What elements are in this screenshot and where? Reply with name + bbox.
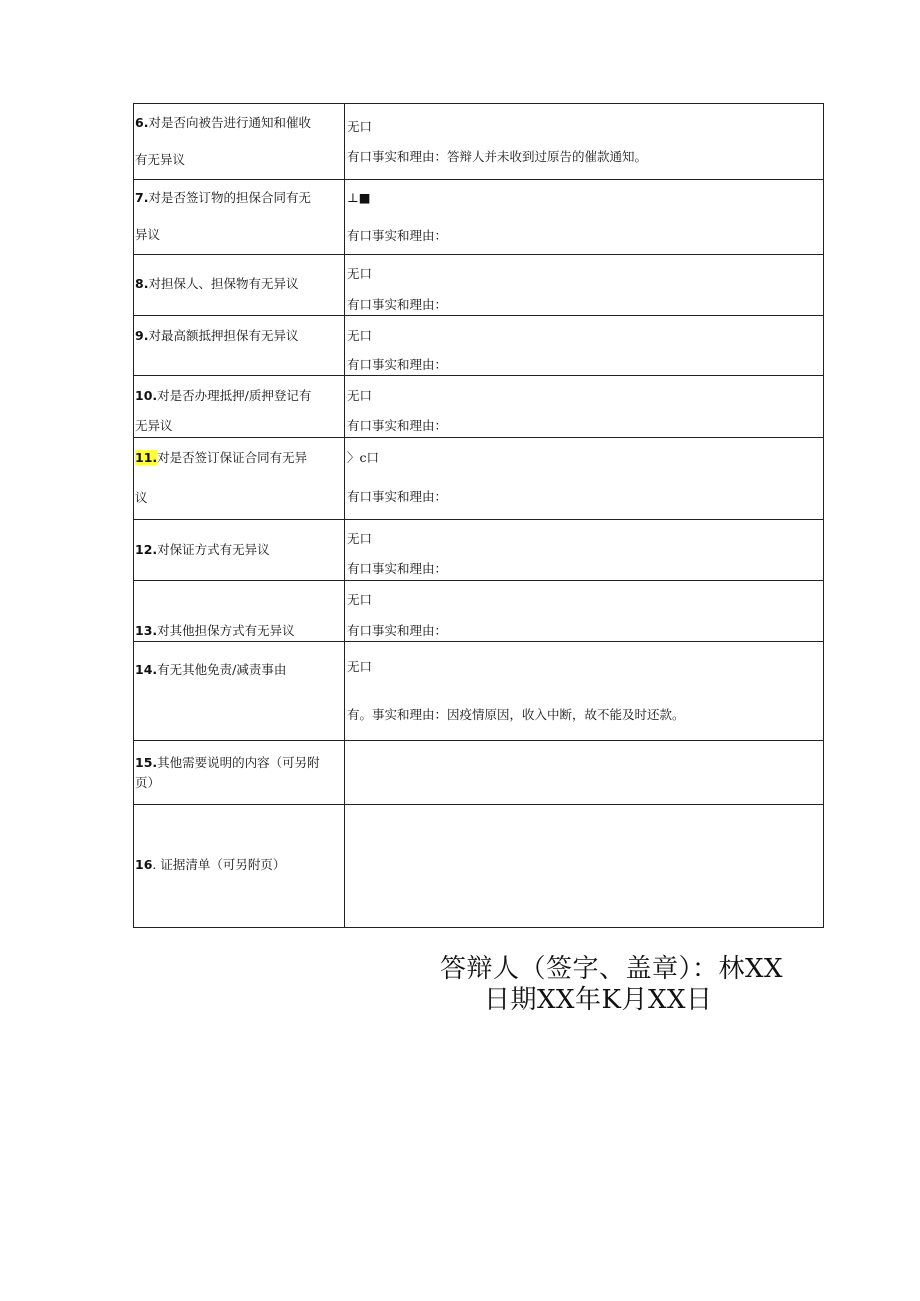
table-row: [134, 520, 824, 581]
table-row: [134, 316, 824, 376]
option-reason: 有口事实和理由：: [347, 228, 448, 243]
date-line: 日期XX年K月XX日: [484, 985, 713, 1015]
option-none: 无口: [347, 659, 373, 674]
table-row: [134, 255, 824, 316]
item-number: 12.: [135, 542, 158, 557]
table-row: [134, 581, 824, 642]
question-text: 异议: [135, 227, 161, 242]
option-reason: 有口事实和理由：: [347, 418, 448, 433]
question-text: 对是否向被告进行通知和催收: [148, 115, 311, 130]
table-row: [134, 642, 824, 741]
option-reason: 有口事实和理由：: [347, 357, 448, 372]
question-text: 无异议: [135, 418, 173, 433]
signature-line: 答辩人（签字、盖章）：林XX: [440, 954, 784, 984]
item-number: 8.: [135, 276, 149, 291]
question-text: 对保证方式有无异议: [157, 542, 270, 557]
defense-form-table: [133, 103, 824, 928]
item-number: 6.: [135, 115, 149, 130]
question-text: 议: [135, 490, 148, 505]
item-number: 9.: [135, 328, 149, 343]
question-text: 对是否签订物的担保合同有无: [148, 190, 311, 205]
item-number: 10.: [135, 388, 158, 403]
option-reason: 有口事实和理由：: [347, 297, 448, 312]
table-row: [134, 180, 824, 255]
option-none: 无口: [347, 266, 373, 281]
question-text: 有无异议: [135, 152, 186, 167]
question-text: 页）: [135, 775, 161, 790]
option-reason: 有口事实和理由：答辩人并未收到过原告的催款通知。: [347, 149, 648, 164]
option-none: 无口: [347, 592, 373, 607]
table-row: [134, 104, 824, 180]
question-text: . 证据清单（可另附页）: [152, 857, 286, 872]
item-number: 7.: [135, 190, 149, 205]
answer-cell-empty: [345, 805, 823, 927]
question-text: 对是否办理抵押/质押登记有: [157, 388, 312, 403]
option-none: ⊥■: [347, 190, 371, 205]
question-text: 有无其他免责/减责事由: [157, 662, 287, 677]
table-row: [134, 376, 824, 438]
option-none: 无口: [347, 531, 373, 546]
question-text: 其他需要说明的内容（可另附: [157, 755, 320, 770]
question-text: 对其他担保方式有无异议: [157, 623, 295, 638]
option-reason: 有口事实和理由：: [347, 489, 448, 504]
option-reason: 有。事实和理由：因疫情原因，收入中断，故不能及时还款。: [347, 707, 685, 722]
option-reason: 有口事实和理由：: [347, 623, 448, 638]
item-number: 15.: [135, 755, 158, 770]
option-none: 无口: [347, 388, 373, 403]
item-number-highlighted: 11.: [135, 450, 158, 465]
option-none: 无口: [347, 328, 373, 343]
table-row: [134, 438, 824, 520]
question-text: 对最高额抵押担保有无异议: [148, 328, 299, 343]
item-number: 13.: [135, 623, 158, 638]
table-row: [134, 741, 824, 805]
item-number: 14.: [135, 662, 158, 677]
option-none: 〉c口: [347, 450, 380, 465]
option-reason: 有口事实和理由：: [347, 561, 448, 576]
option-none: 无口: [347, 119, 373, 134]
question-text: 对是否签订保证合同有无异: [157, 450, 308, 465]
table-row: [134, 805, 824, 928]
item-number: 16: [135, 857, 153, 872]
question-text: 对担保人、担保物有无异议: [148, 276, 299, 291]
answer-cell-empty: [345, 741, 823, 804]
